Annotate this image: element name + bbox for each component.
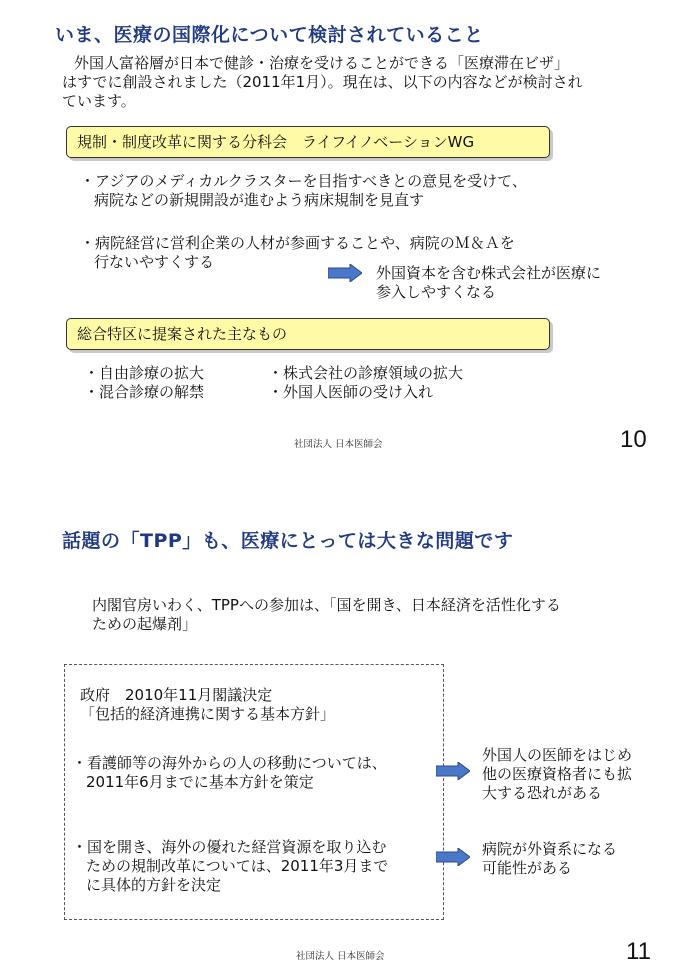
bullet-line: ための規制改革については、2011年3月まで (86, 857, 389, 875)
arrow-result (376, 264, 601, 302)
bullet-line: 行ないやすくする (94, 253, 215, 271)
policy-bullet (72, 838, 388, 895)
bullet-line: ・アジアのメディカルクラスターを目指すべきとの意見を受けて、 (80, 172, 527, 190)
item-list-left (84, 364, 204, 402)
quote-paragraph (92, 596, 561, 634)
right-arrow-icon (436, 762, 470, 780)
footer-organization: 社団法人 日本医師会 (294, 439, 383, 450)
result-line: 参入しやすくなる (376, 283, 497, 301)
result-line: 外国資本を含む株式会社が医療に (376, 264, 602, 282)
result-line: 病院が外資系になる (482, 840, 618, 858)
section-banner: 規制・制度改革に関する分科会 ライフイノベーションWG (66, 126, 550, 158)
intro-line: ています。 (62, 92, 136, 110)
bullet-line: ・看護師等の海外からの人の移動については、 (72, 754, 387, 772)
intro-line: はすでに創設されました（2011年1月）。現在は、以下の内容などが検討され (62, 73, 583, 91)
bullet-item (80, 172, 527, 210)
page-number: 11 (626, 938, 651, 965)
page-title: いま、医療の国際化について検討されていること (55, 24, 484, 46)
bullet-line: ・病院経営に営利企業の人材が参画することや、病院のＭ＆Ａを (80, 234, 515, 252)
list-item: ・株式会社の診療領域の拡大 (268, 364, 464, 382)
bullet-line: に具体的方針を決定 (86, 876, 222, 894)
bullet-line: 2011年6月までに基本方針を策定 (86, 773, 314, 791)
slide-11 (0, 470, 700, 980)
policy-header (80, 686, 335, 724)
quote-line: ための起爆剤」 (92, 615, 198, 633)
list-item: ・混合診療の解禁 (84, 383, 205, 401)
footer-organization: 社団法人 日本医師会 (296, 951, 385, 962)
page-title: 話題の「TPP」も、医療にとっては大きな問題です (62, 530, 514, 552)
list-item: ・自由診療の拡大 (84, 364, 205, 382)
right-arrow-icon (328, 264, 362, 282)
result-text (482, 840, 617, 878)
result-line: 大する恐れがある (482, 784, 603, 802)
bullet-line: ・国を開き、海外の優れた経営資源を取り込む (72, 838, 387, 856)
page-number: 10 (620, 426, 647, 453)
bullet-line: 病院などの新規開設が進むよう病床規制を見直す (94, 191, 425, 209)
result-line: 他の医療資格者にも拡 (482, 765, 633, 783)
slide-10 (0, 0, 700, 470)
result-line: 可能性がある (482, 859, 573, 877)
intro-line: 外国人富裕層が日本で健診・治療を受けることができる「医療滞在ビザ」 (74, 54, 570, 72)
item-list-right (268, 364, 463, 402)
section-banner: 総合特区に提案された主なもの (66, 318, 550, 350)
policy-bullet (72, 754, 387, 792)
policy-header-line: 「包括的経済連携に関する基本方針」 (80, 705, 336, 723)
quote-line: 内閣官房いわく、TPPへの参加は、「国を開き、日本経済を活性化する (92, 596, 561, 614)
intro-paragraph (62, 54, 583, 111)
result-text (482, 746, 632, 803)
policy-header-line: 政府 2010年11月閣議決定 (80, 686, 273, 704)
list-item: ・外国人医師の受け入れ (268, 383, 434, 401)
right-arrow-icon (436, 848, 470, 866)
result-line: 外国人の医師をはじめ (482, 746, 633, 764)
